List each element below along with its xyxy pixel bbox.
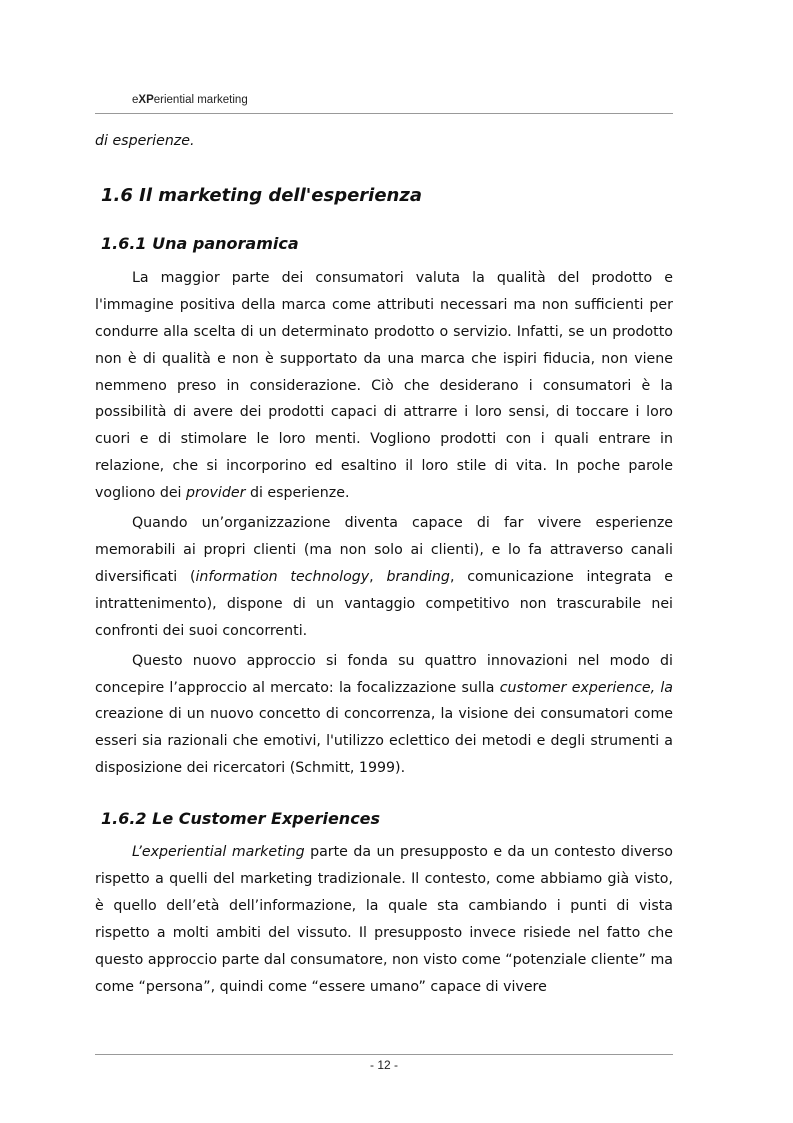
paragraph-2-emphasis-1: information technology xyxy=(195,568,370,585)
paragraph-1 xyxy=(95,265,673,507)
subsection-2-heading-wrap xyxy=(95,809,673,839)
paragraph-1-tail: di esperienze. xyxy=(245,485,350,502)
footer-rule xyxy=(95,1054,673,1055)
paragraph-3-text: Questo nuovo approccio si fonda su quattro innovazioni nel modo di concepire l’approccio al mercato: la focalizzazione sulla xyxy=(95,652,673,696)
paragraph-3-tail: creazione di un nuovo concetto di concorrenza, la visione dei consumatori come esseri sia razionali che emotivi, l'utilizzo eclettico dei metodi e degli strumenti a disposizione dei ricercatori (Schmitt, 1999). xyxy=(95,706,673,777)
paragraph-4-text: parte da un presupposto e da un contesto diverso rispetto a quelli del marketing tradizionale. Il contesto, come abbiamo già visto, è quello dell’età dell’informazione, la quale sta cambiando i punti di vista rispetto a molti ambiti del vissuto. Il presupposto invece risiede nel fatto che questo approccio parte dal consumatore, non visto come “potenziale cliente” ma come “persona”, quindi come “essere umano” capace di vivere xyxy=(95,844,673,995)
header-bold: XP xyxy=(138,94,154,106)
subsection-2-heading: 1.6.2 Le Customer Experiences xyxy=(101,809,381,829)
paragraph-4 xyxy=(95,839,673,1000)
lead-paragraph xyxy=(95,128,673,155)
paragraph-1-text: La maggior parte dei consumatori valuta la qualità del prodotto e l'immagine positiva della marca come attributi necessari ma non sufficienti per condurre alla scelta di un determinato prodotto o servizio. Infatti, se un prodotto non è di qualità e non è supportato da una marca che ispiri fiducia, non viene nemmeno preso in considerazione. Ciò che desiderano i consumatori è la possibilità di avere dei prodotti capaci di attrarre i loro sensi, di toccare i loro cuori e di stimolare le loro menti. Vogliono prodotti con i quali entrare in relazione, che si incorporino ed esaltino il loro stile di vita. In poche parole vogliono dei xyxy=(95,269,673,502)
running-header xyxy=(132,94,248,106)
paragraph-2-separator: , xyxy=(369,568,387,585)
paragraph-2 xyxy=(95,510,673,645)
section-heading-wrap xyxy=(95,185,673,211)
section-heading: 1.6 Il marketing dell'esperienza xyxy=(101,184,422,206)
header-rule xyxy=(95,113,673,114)
paragraph-3-emphasis: customer experience, la xyxy=(499,679,673,696)
paragraph-2-emphasis-2: branding xyxy=(386,568,450,585)
page-number: - 12 - xyxy=(369,1058,398,1072)
paragraph-4-emphasis: L’experiential marketing xyxy=(132,844,305,861)
paragraph-1-emphasis: provider xyxy=(186,485,246,502)
subsection-1-heading-wrap xyxy=(95,234,673,265)
paragraph-2-text: Quando un’organizzazione diventa capace di far vivere esperienze memorabili ai propri clienti (ma non solo ai clienti), e lo fa attraverso canali diversificati ( xyxy=(95,515,673,585)
header-suffix: eriential marketing xyxy=(153,94,248,106)
paragraph-3 xyxy=(95,648,673,783)
subsection-1-heading: 1.6.1 Una panoramica xyxy=(101,233,299,253)
page-body xyxy=(95,128,673,1001)
lead-text: di esperienze. xyxy=(95,133,195,149)
paragraph-2-tail: , comunicazione integrata e intrattenimento), dispone di un vantaggio competitivo non trascurabile nei confronti dei suoi concorrenti. xyxy=(95,568,674,639)
header-prefix: e xyxy=(132,94,139,106)
